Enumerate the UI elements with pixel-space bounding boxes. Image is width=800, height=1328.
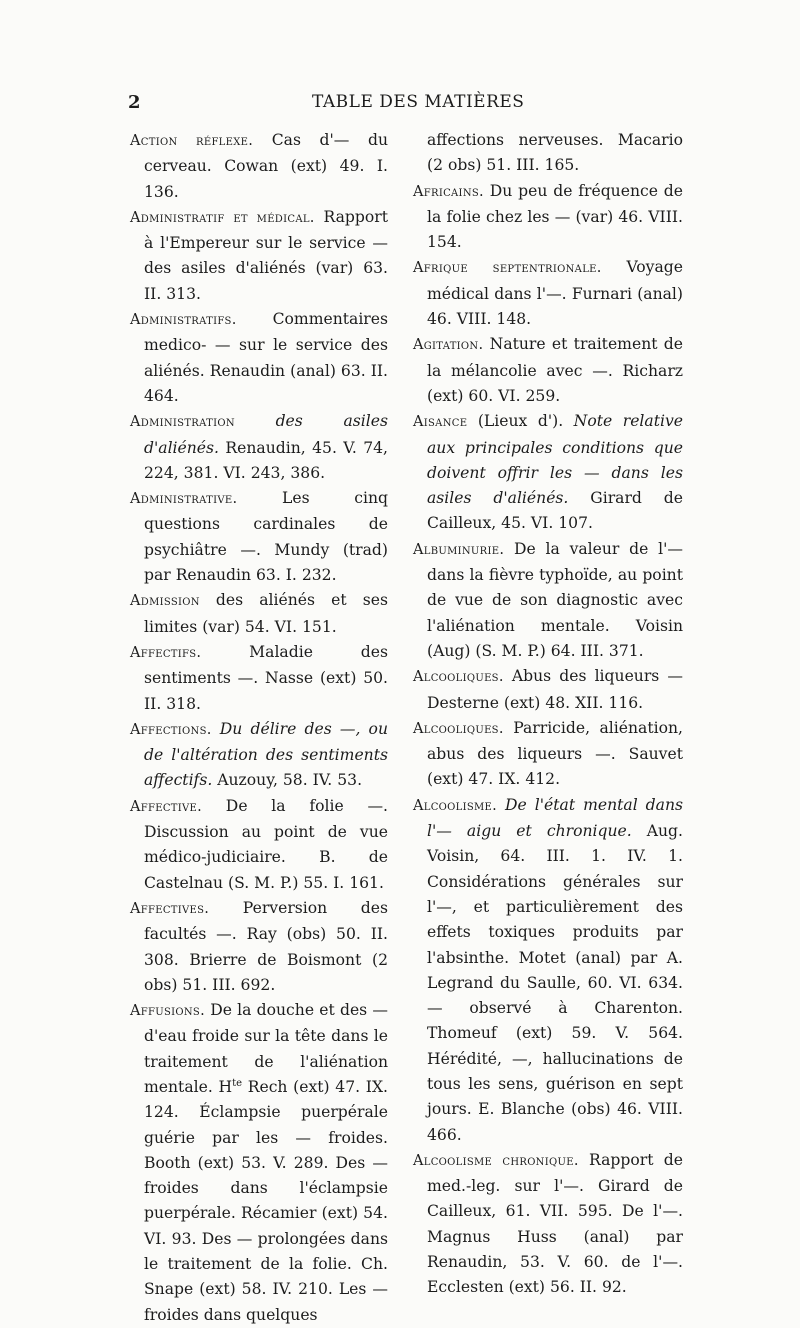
entry-text: Auzouy, 58. IV. 53. [212,771,363,790]
entry-headword: Admission [130,593,200,610]
index-entry [413,664,683,716]
entry-text: Les cinq questions cardinales de psychiâtre —. Mundy (trad) par Renaudin 63. I. 232. [144,489,388,585]
index-entry [130,588,388,640]
page-number: 2 [128,92,142,113]
index-entry [130,486,388,588]
superscript: te [232,1077,243,1089]
page-header [128,92,688,122]
entry-text: Abus des liqueurs — Desterne (ext) 48. XII. 116. [427,667,683,712]
entry-headword: Agitation. [413,337,484,354]
entry-text-continued: Rech (ext) 47. IX. 124. Éclampsie puerpérale guérie par les — froides. Booth (ext) 53. V. 289. Des — froides dans l'éclampsie puerpérale. Récamier (ext) 54. VI. 93. Des — prolongées dans le traitement de la folie. Ch. Snape (ext) 58. IV. 210. Les — froides dans quelques [144,1077,389,1324]
entry-headword: Aisance [413,414,468,431]
entry-text: Rapport à l'Empereur sur le service — des asiles d'aliénés (var) 63. II. 313. [144,207,388,303]
entry-text: (Lieux d'). [467,412,564,431]
index-entry [130,128,388,205]
entry-text: Parricide, aliénation, abus des liqueurs —. Sauvet (ext) 47. IX. 412. [427,718,683,789]
entry-headword: Administration [130,414,235,431]
entry-text: Voyage médical dans l'—. Furnari (anal) 46. VIII. 148. [427,258,683,329]
entry-text: De la valeur de l'— dans la fièvre typhoïde, au point de vue de son diagnostic avec l'aliénation mentale. Voisin (Aug) (S. M. P.) 64. III. 371. [427,539,683,660]
entry-italic-title: De l'état mental dans l'— aigu et chronique. [427,795,683,841]
entry-headword: Alcoolisme. [413,797,498,814]
index-entry [413,1148,683,1301]
entry-text: De la folie —. Discussion au point de vue médico-judiciaire. B. de Castelnau (S. M. P.) 55. I. 161. [144,796,388,892]
index-entry [413,409,683,536]
index-entry [130,640,388,717]
entry-text: Maladie des sentiments —. Nasse (ext) 50. II. 318. [144,642,388,713]
index-entry [413,793,683,1148]
entry-text: Perversion des facultés —. Ray (obs) 50. II. 308. Brierre de Boismont (2 obs) 51. III. 692. [144,898,388,994]
entry-text: des aliénés et ses limites (var) 54. VI. 151. [144,591,388,636]
running-title: TABLE DES MATIÈRES [312,92,525,112]
entry-headword: Affective. [130,798,203,815]
index-entry [413,179,683,256]
entry-text: Cas d'— du cerveau. Cowan (ext) 49. I. 136. [144,131,388,201]
entry-headword: Alcooliques. [413,720,504,737]
entry-text-continued: Girard de Cailleux, 45. VI. 107. [427,489,683,533]
index-entry [130,717,388,794]
entry-text: Du peu de fréquence de la folie chez les — (var) 46. VIII. 154. [427,181,683,252]
entry-headword: Administrative. [130,491,238,508]
right-column [413,128,683,1301]
entry-italic-title: Du délire des —, ou de l'altération des sentiments affectifs. [144,719,388,790]
index-entry [130,205,388,307]
entry-headword: Albuminurie. [413,541,505,558]
entry-text: Renaudin, 45. V. 74, 224, 381. VI. 243, 386. [144,438,388,482]
index-entry [413,255,683,332]
index-entry [130,307,388,409]
continued-entry: affections nerveuses. Macario (2 obs) 51. III. 165. [427,131,683,175]
entry-headword: Alcoolisme chronique. [413,1152,579,1169]
entry-italic-title: Note relative aux principales conditions que doivent offrir les — dans les asiles d'aliénés. [427,412,683,508]
entry-text: De la douche et des — d'eau froide sur la tête dans le traitement de l'aliénation mentale. H [144,1001,388,1096]
entry-text: Rapport de med.-leg. sur l'—. Girard de Cailleux, 61. VII. 595. De l'—. Magnus Huss (anal) par Renaudin, 53. V. 60. de l'—. Ecclesten (ext) 56. II. 92. [427,1150,684,1297]
entry-headword: Affectifs. [130,644,202,661]
entry-headword: Affections. [130,721,212,738]
entry-text: Nature et traitement de la mélancolie avec —. Richarz (ext) 60. VI. 259. [427,335,683,405]
index-entry [413,332,683,409]
index-entry [413,716,683,793]
entry-italic-title: des asiles d'aliénés. [144,412,388,457]
entry-headword: Administratifs. [130,312,237,329]
index-entry [130,896,388,998]
left-column [130,128,388,1328]
entry-headword: Affusions. [130,1003,205,1020]
entry-headword: Alcooliques. [413,669,504,686]
index-entry [130,409,388,486]
entry-headword: Afrique septentrionale. [413,260,602,277]
entry-headword: Africains. [413,183,484,200]
entry-headword: Action réflexe. [130,133,254,149]
entry-headword: Affectives. [130,900,210,917]
entry-text: Aug. Voisin, 64. III. 1. IV. 1. Considérations générales sur l'—, et particulièrement des effets toxiques produits par l'absinthe. Motet (anal) par A. Legrand du Saulle, 60. VI. 634. — observé à Charenton. Thomeuf (ext) 59. V. 564. Hérédité, —, hallucinations de tous les sens, guérison en sept jours. E. Blanche (obs) 46. VIII. 466. [427,822,684,1144]
index-entry [413,537,683,664]
entry-headword: Administratif et médical. [130,209,315,226]
index-entry [130,998,388,1328]
entry-text: Commentaires medico- — sur le service des aliénés. Renaudin (anal) 63. II. 464. [144,310,388,405]
index-entry [130,794,388,896]
